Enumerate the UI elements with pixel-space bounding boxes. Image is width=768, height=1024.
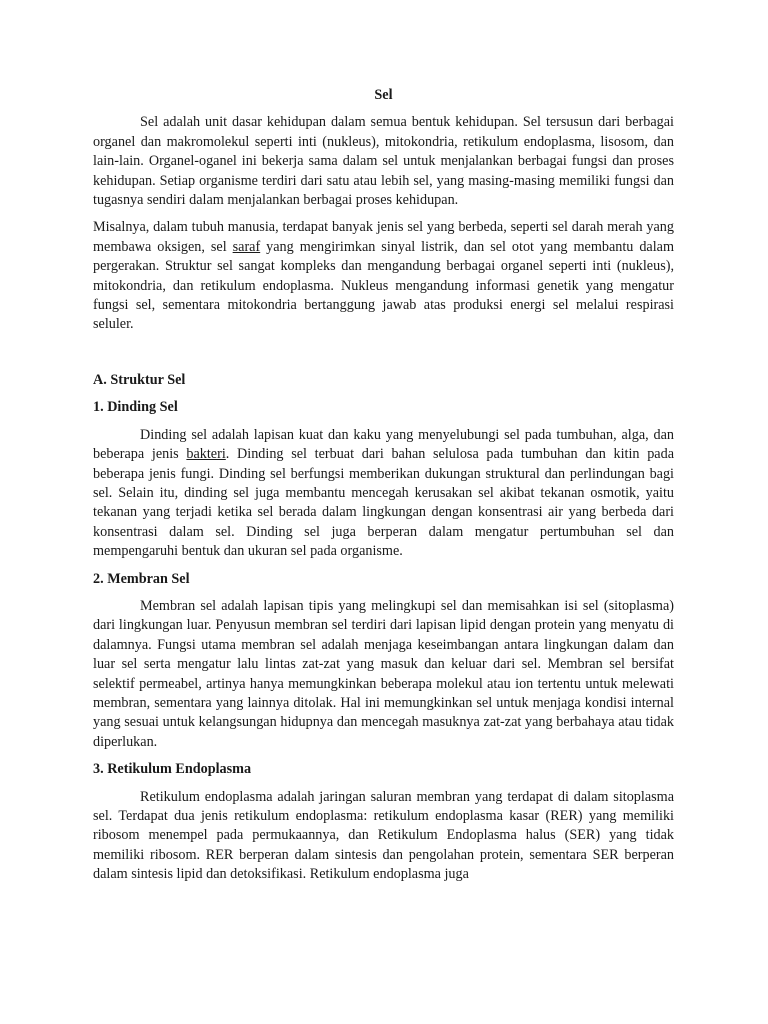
intro-paragraph-2-text-b: yang mengirimkan sinyal listrik, dan sel otot yang membantu dalam pergerakan. Struktur sel sangat kompleks dan mengandung berbagai organel seperti inti (nukleus), mitokondria, dan retikulum endoplasma. Nukleus mengandung informasi genetik yang mengatur fungsi sel, sementara mitokondria bertanggung jawab atas produksi energi sel melalui respirasi seluler.	[93, 238, 674, 333]
intro-paragraph-2	[93, 218, 674, 334]
membran-sel-paragraph: Membran sel adalah lapisan tipis yang melingkupi sel dan memisahkan isi sel (sitoplasma) dari lingkungan luar. Penyusun membran sel terdiri dari lapisan lipid dengan protein yang menyatu di dalamnya. Fungsi utama membran sel adalah menjaga keseimbangan antara lingkungan dalam dan luar sel serta mengatur lalu lintas zat-zat yang masuk dan keluar dari sel. Membran sel bersifat selektif permeabel, artinya hanya memungkinkan beberapa molekul atau ion tertentu untuk melewati membran, sementara yang lainnya ditolak. Hal ini memungkinkan sel untuk menjaga kondisi internal yang sesuai untuk kelangsungan hidupnya dan mencegah masuknya zat-zat yang berbahaya atau tidak diperlukan.	[93, 597, 674, 750]
saraf-link[interactable]: saraf	[232, 238, 261, 255]
section-spacer	[93, 343, 674, 371]
document-title: Sel	[374, 87, 393, 103]
dinding-sel-text-a: Dinding sel adalah lapisan kuat dan kaku yang menyelubungi sel pada tumbuhan, alga, dan beberapa jenis	[93, 426, 674, 463]
intro-paragraph-2-text-a: Misalnya, dalam tubuh manusia, terdapat banyak jenis sel yang berbeda, seperti sel darah merah yang membawa oksigen, sel	[93, 219, 674, 255]
dinding-sel-text-b: . Dinding sel terbuat dari bahan selulosa pada tumbuhan dan kitin pada beberapa jenis fungi. Dinding sel berfungsi memberikan dukungan struktural dan perlindungan bagi sel. Selain itu, dinding sel juga membantu mencegah kerusakan sel akibat tekanan osmotik, yaitu tekanan yang terjadi ketika sel berada dalam lingkungan dengan konsentrasi air yang berbeda dari konsentrasi dalam sel. Dinding sel juga berperan dalam mengatur pertumbuhan sel dan mempengaruhi bentuk dan ukuran sel pada organisme.	[93, 446, 674, 560]
document-page	[93, 86, 674, 893]
subheading-retikulum-endoplasma: 3. Retikulum Endoplasma	[93, 761, 252, 778]
subheading-membran-sel: 2. Membran Sel	[93, 570, 190, 587]
dinding-sel-paragraph	[93, 426, 674, 562]
bakteri-link[interactable]: bakteri	[186, 446, 226, 463]
section-heading-struktur-sel: A. Struktur Sel	[93, 371, 186, 388]
intro-paragraph-1: Sel adalah unit dasar kehidupan dalam semua bentuk kehidupan. Sel tersusun dari berbagai organel dan makromolekul seperti inti (nukleus), mitokondria, retikulum endoplasma, lisosom, dan lain-lain. Organel-oganel ini bekerja sama dalam sel untuk menjalankan berbagai fungsi dan proses kehidupan. Setiap organisme terdiri dari satu atau lebih sel, yang masing-masing memiliki fungsi dan tugasnya sendiri dalam menjalankan berbagai proses kehidupan.	[93, 114, 674, 209]
subheading-dinding-sel: 1. Dinding Sel	[93, 399, 178, 416]
retikulum-endoplasma-paragraph: Retikulum endoplasma adalah jaringan saluran membran yang terdapat di dalam sitoplasma sel. Terdapat dua jenis retikulum endoplasma: retikulum endoplasma kasar (RER) yang memiliki ribosom menempel pada permukaannya, dan Retikulum Endoplasma halus (SER) yang tidak memiliki ribosom. RER berperan dalam sintesis dan pengolahan protein, sementara SER berperan dalam sintesis lipid dan detoksifikasi. Retikulum endoplasma juga	[93, 788, 674, 883]
